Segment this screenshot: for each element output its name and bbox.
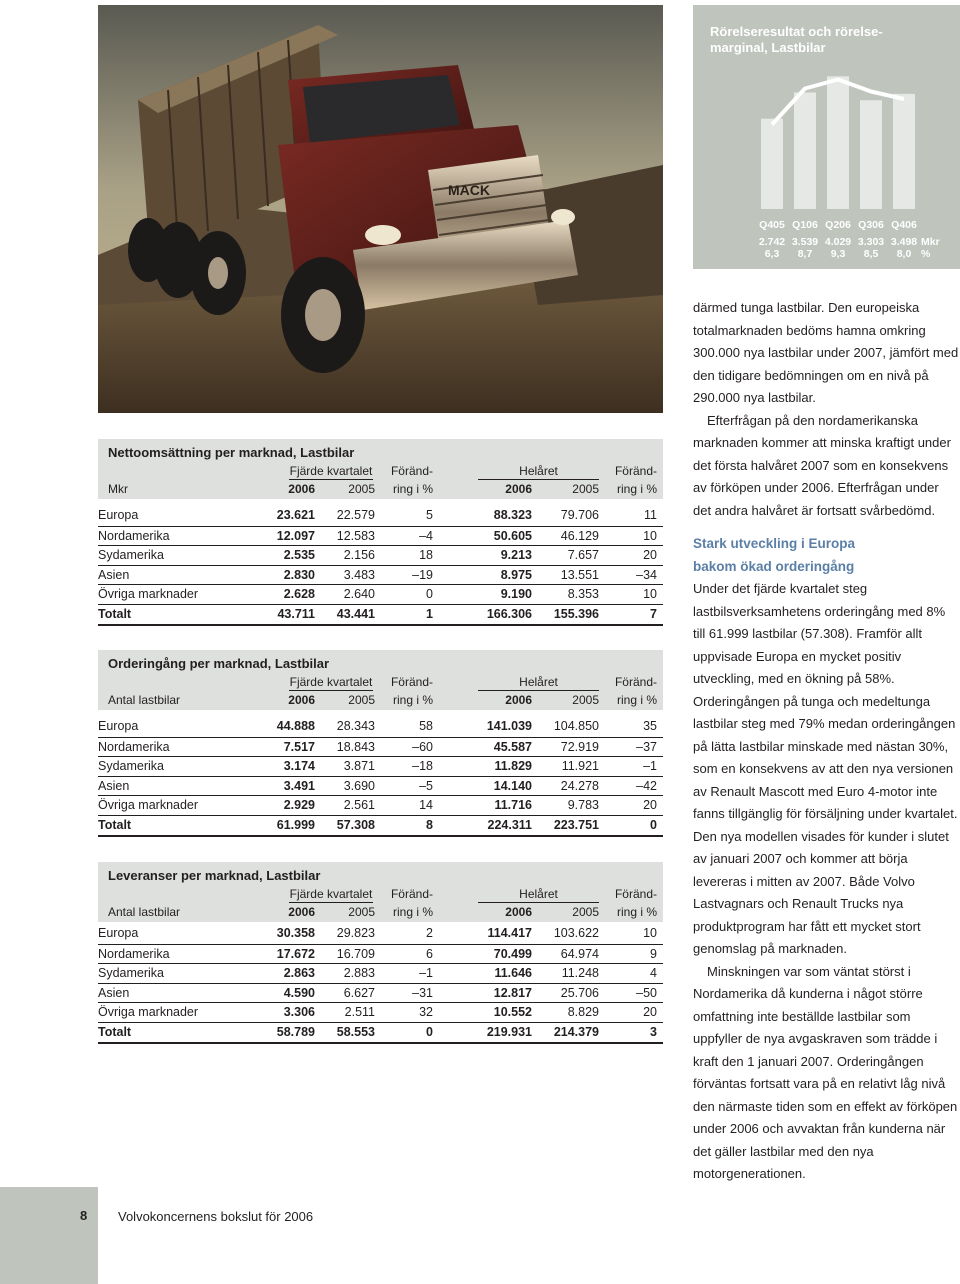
table-row [98, 924, 663, 943]
cell-value: 11.716 [494, 798, 532, 813]
cell-value: 3.491 [283, 778, 315, 793]
chart-category-label: Q405 [759, 219, 785, 231]
row-label: Nordamerika [98, 528, 170, 543]
table-title: Orderingång per marknad, Lastbilar [108, 656, 330, 671]
footer-text: Volvokoncernens bokslut för 2006 [118, 1209, 314, 1224]
cell-value: –60 [412, 739, 433, 754]
cell-value: 11.921 [561, 759, 599, 774]
header-change: Föränd- [614, 887, 657, 901]
paragraph: därmed tunga lastbilar. Den europeiska totalmarknaden bedöms hamna omkring 300.000 nya lastbilar under 2007, jämfört med den tidigare bedömningen om en nivå på 290.000 nya lastbilar. [693, 300, 959, 405]
cell-value: –1 [643, 759, 657, 774]
header-change: Föränd- [614, 464, 657, 478]
cell-value: 4 [650, 966, 657, 981]
cell-value: 3.871 [343, 759, 375, 774]
cell-value: –31 [412, 985, 433, 1000]
cell-value: 0 [650, 818, 657, 832]
cell-value: 2.511 [344, 1005, 375, 1020]
cell-value: 10.552 [493, 1005, 532, 1020]
header-2005: 2005 [572, 693, 599, 707]
header-change-pct: ring i % [392, 693, 433, 707]
cell-value: 104.850 [553, 719, 599, 733]
cell-value: 3.690 [343, 778, 375, 793]
table-row [98, 565, 663, 585]
cell-value: 11 [644, 508, 657, 522]
row-label: Nordamerika [98, 739, 170, 754]
cell-value: 3 [650, 1025, 657, 1039]
cell-value: 70.499 [493, 946, 532, 961]
cell-value: 25.706 [560, 985, 599, 1000]
cell-value: 11.248 [561, 966, 599, 981]
chart-value-label: 6,3 [764, 248, 780, 260]
table-total-row [98, 604, 663, 626]
cell-value: 8 [426, 818, 433, 832]
page-number: 8 [80, 1208, 88, 1223]
chart-value-label: 2.742 [758, 236, 786, 248]
chart-value-label: 8,5 [863, 248, 879, 260]
header-change-pct: ring i % [616, 693, 657, 707]
cell-value: 17.672 [276, 946, 315, 961]
cell-value: 72.919 [560, 739, 599, 754]
unit-label: Antal lastbilar [108, 693, 181, 707]
chart-title: Rörelseresultat och rörelse- marginal, Lastbilar [710, 24, 883, 55]
cell-value: 32 [419, 1005, 433, 1020]
cell-value: 155.396 [553, 607, 599, 621]
table-row [98, 737, 663, 757]
table-row [98, 756, 663, 776]
cell-value: 88.323 [493, 508, 532, 522]
paragraph: Minskningen var som väntat störst i Nordamerika då kunderna i något större omfattning inte beställde lastbilar som uppfyller de nya avgaskraven som trädde i kraft den 1 januari 2007. Orderingången förväntas fortsatt vara på en relativt låg nivå den närmaste tiden som en effekt av förköpen under 2006 och avvaktan från kunderna när det gäller lastbilar med den nya motorgenerationen. [693, 963, 958, 1181]
cell-value: 50.605 [493, 528, 532, 543]
cell-value: 58.553 [336, 1025, 375, 1039]
cell-value: 22.579 [336, 508, 375, 522]
header-2006: 2006 [505, 905, 532, 919]
cell-value: 16.709 [336, 946, 375, 961]
table-row [98, 545, 663, 565]
cell-value: 5 [426, 508, 433, 522]
cell-value: 4.590 [283, 985, 315, 1000]
unit-label: Antal lastbilar [108, 905, 181, 919]
cell-value: –4 [419, 528, 433, 543]
row-label: Sydamerika [98, 966, 164, 981]
cell-value: 28.343 [336, 719, 375, 733]
cell-value: –42 [636, 778, 657, 793]
cell-value: 12.583 [336, 528, 375, 543]
row-label: Totalt [98, 607, 132, 621]
table-row [98, 526, 663, 546]
row-label: Europa [98, 508, 139, 522]
cell-value: 14 [419, 798, 433, 813]
chart-category-label: Q206 [825, 219, 851, 231]
cell-value: 219.931 [486, 1025, 532, 1039]
cell-value: 10 [643, 587, 657, 602]
header-2005: 2005 [348, 905, 375, 919]
cell-value: 11.646 [494, 966, 532, 981]
chart-value-label: 8,0 [896, 248, 912, 260]
cell-value: 1 [426, 607, 433, 621]
cell-value: 2.535 [283, 548, 315, 563]
chart-bar [761, 119, 783, 209]
header-2005: 2005 [572, 905, 599, 919]
chart-unit-label: % [921, 248, 931, 260]
row-label: Totalt [98, 1025, 132, 1039]
cell-value: 7 [650, 607, 657, 621]
body-text [693, 297, 959, 1186]
chart-category-label: Q406 [891, 219, 917, 231]
cell-value: –1 [419, 966, 433, 981]
table-row [98, 776, 663, 796]
cell-value: 2.883 [343, 966, 375, 981]
header-change-pct: ring i % [392, 482, 433, 496]
header-change: Föränd- [390, 464, 433, 478]
chart-unit-label: Mkr [921, 236, 940, 248]
cell-value: 2.929 [283, 798, 315, 813]
cell-value: 103.622 [553, 926, 599, 940]
chart-value-label: 3.303 [857, 236, 885, 248]
cell-value: 114.417 [487, 926, 532, 940]
header-quarter: Fjärde kvartalet [289, 464, 373, 478]
cell-value: 12.097 [276, 528, 315, 543]
cell-value: 2.561 [343, 798, 375, 813]
cell-value: –5 [419, 778, 433, 793]
cell-value: 43.711 [277, 607, 315, 621]
chart-category-label: Q106 [792, 219, 818, 231]
unit-label: Mkr [108, 482, 128, 496]
cell-value: 64.974 [560, 946, 599, 961]
header-2006: 2006 [288, 905, 315, 919]
cell-value: 2 [426, 926, 433, 940]
cell-value: 166.306 [486, 607, 532, 621]
cell-value: 57.308 [336, 818, 375, 832]
cell-value: –50 [636, 985, 657, 1000]
cell-value: 9.783 [567, 798, 599, 813]
chart-category-label: Q306 [858, 219, 884, 231]
table-total-row [98, 1022, 663, 1044]
cell-value: 214.379 [553, 1025, 599, 1039]
paragraph: Efterfrågan på den nordamerikanska marknaden kommer att minska kraftigt under det första halvåret 2007 som en konsekvens av förköpen under 2006. Efterfrågan under det andra halvåret är fortsatt svårbedömd. [693, 412, 951, 518]
deliveries-table [98, 862, 663, 1039]
cell-value: –34 [636, 567, 657, 582]
cell-value: 8.829 [567, 1005, 599, 1020]
cell-value: 14.140 [493, 778, 532, 793]
table-total-row [98, 815, 663, 837]
row-label: Nordamerika [98, 946, 170, 961]
cell-value: 9 [650, 946, 657, 961]
cell-value: 2.156 [343, 548, 375, 563]
header-2005: 2005 [348, 482, 375, 496]
cell-value: 6.627 [343, 985, 375, 1000]
table-row [98, 983, 663, 1003]
cell-value: 44.888 [276, 719, 315, 733]
cell-value: 141.039 [486, 719, 532, 733]
header-change: Föränd- [614, 675, 657, 689]
row-label: Totalt [98, 818, 132, 832]
row-label: Asien [98, 567, 130, 582]
table-row [98, 584, 663, 604]
cell-value: 11.829 [494, 759, 532, 774]
header-2006: 2006 [505, 693, 532, 707]
chart-value-label: 3.498 [890, 236, 918, 248]
cell-value: 20 [643, 1005, 657, 1020]
cell-value: 9.190 [500, 587, 532, 602]
cell-value: 30.358 [276, 926, 315, 940]
chart-value-label: 3.539 [791, 236, 819, 248]
cell-value: 7.657 [567, 548, 599, 563]
cell-value: 10 [643, 926, 657, 940]
row-label: Sydamerika [98, 759, 164, 774]
row-label: Övriga marknader [98, 587, 199, 602]
chart-bar [860, 100, 882, 209]
cell-value: 13.551 [560, 567, 599, 582]
cell-value: 8.975 [500, 567, 532, 582]
cell-value: 6 [426, 946, 433, 961]
truck-photo [98, 5, 663, 413]
header-change-pct: ring i % [616, 905, 657, 919]
cell-value: 58.789 [276, 1025, 315, 1039]
net-sales-table [98, 439, 663, 621]
cell-value: –37 [636, 739, 657, 754]
cell-value: 0 [426, 587, 433, 602]
row-label: Sydamerika [98, 548, 164, 563]
cell-value: 58 [419, 719, 433, 733]
cell-value: 2.863 [283, 966, 315, 981]
header-change: Föränd- [390, 887, 433, 901]
header-2006: 2006 [288, 482, 315, 496]
cell-value: –18 [412, 759, 433, 774]
cell-value: 61.999 [276, 818, 315, 832]
cell-value: 18 [419, 548, 433, 563]
cell-value: 12.817 [493, 985, 532, 1000]
cell-value: 2.830 [283, 567, 315, 582]
cell-value: –19 [412, 567, 433, 582]
cell-value: 3.174 [283, 759, 315, 774]
header-quarter: Fjärde kvartalet [289, 675, 373, 689]
paragraph: Under det fjärde kvartalet steg lastbilsverksamhetens orderingång med 8% till 61.999 lastbilar (57.308). Framför allt uppvisade Europa en mycket positiv utveckling, med en ökning på 58%. Orderingången på tunga och medeltunga lastbilar steg med 79% medan orderingången på lätta lastbilar minskade med nästan 30%, som en konsekvens av att den nya versionen av Renault Mascott med Euro 4-motor inte fanns tillgänglig för försäljning under kvartalet. Den nya modellen visades för kunder i slutet av januari 2007 och kommer att börja levereras i mitten av 2007. Både Volvo Lastvagnars och Renault Trucks nya produktprogram har fått ett mycket stort genomslag på marknaden. [693, 581, 958, 956]
table-title: Nettoomsättning per marknad, Lastbilar [108, 445, 355, 460]
cell-value: 46.129 [560, 528, 599, 543]
cell-value: 24.278 [560, 778, 599, 793]
cell-value: 45.587 [493, 739, 532, 754]
cell-value: 29.823 [336, 926, 375, 940]
table-row [98, 717, 663, 736]
cell-value: 3.483 [343, 567, 375, 582]
footer-block [0, 1187, 98, 1284]
row-label: Övriga marknader [98, 798, 199, 813]
header-quarter: Fjärde kvartalet [289, 887, 373, 901]
cell-value: 35 [643, 719, 657, 733]
table-row [98, 963, 663, 983]
section-heading: Stark utveckling i Europa bakom ökad orderingång [693, 536, 856, 574]
chart-value-label: 4.029 [824, 236, 852, 248]
header-2005: 2005 [348, 693, 375, 707]
cell-value: 79.706 [560, 508, 599, 522]
cell-value: 224.311 [487, 818, 532, 832]
chart-bar [794, 92, 816, 209]
cell-value: 7.517 [283, 739, 315, 754]
chart-value-label: 8,7 [797, 248, 813, 260]
cell-value: 18.843 [336, 739, 375, 754]
row-label: Asien [98, 778, 130, 793]
header-2006: 2006 [288, 693, 315, 707]
operating-income-chart [693, 5, 960, 269]
cell-value: 2.640 [343, 587, 375, 602]
table-row [98, 795, 663, 815]
table-row [98, 1002, 663, 1022]
cell-value: 43.441 [336, 607, 375, 621]
cell-value: 20 [643, 548, 657, 563]
chart-bar [893, 94, 915, 209]
row-label: Europa [98, 719, 139, 733]
header-year: Helåret [519, 887, 558, 901]
header-year: Helåret [519, 675, 558, 689]
header-change-pct: ring i % [616, 482, 657, 496]
cell-value: 3.306 [283, 1005, 315, 1020]
cell-value: 10 [643, 528, 657, 543]
cell-value: 0 [426, 1025, 433, 1039]
row-label: Övriga marknader [98, 1005, 199, 1020]
table-row [98, 944, 663, 964]
table-title: Leveranser per marknad, Lastbilar [108, 868, 321, 883]
cell-value: 223.751 [553, 818, 599, 832]
cell-value: 23.621 [276, 508, 315, 522]
grille-logo: MACK [448, 182, 490, 198]
cell-value: 20 [643, 798, 657, 813]
chart-bar [827, 76, 849, 209]
chart-value-label: 9,3 [830, 248, 846, 260]
header-change-pct: ring i % [392, 905, 433, 919]
cell-value: 8.353 [567, 587, 599, 602]
header-2005: 2005 [572, 482, 599, 496]
table-row [98, 506, 663, 525]
cell-value: 2.628 [283, 587, 315, 602]
row-label: Asien [98, 985, 130, 1000]
cell-value: 9.213 [500, 548, 532, 563]
header-change: Föränd- [390, 675, 433, 689]
header-year: Helåret [519, 464, 558, 478]
order-intake-table [98, 650, 663, 832]
header-2006: 2006 [505, 482, 532, 496]
row-label: Europa [98, 926, 139, 940]
